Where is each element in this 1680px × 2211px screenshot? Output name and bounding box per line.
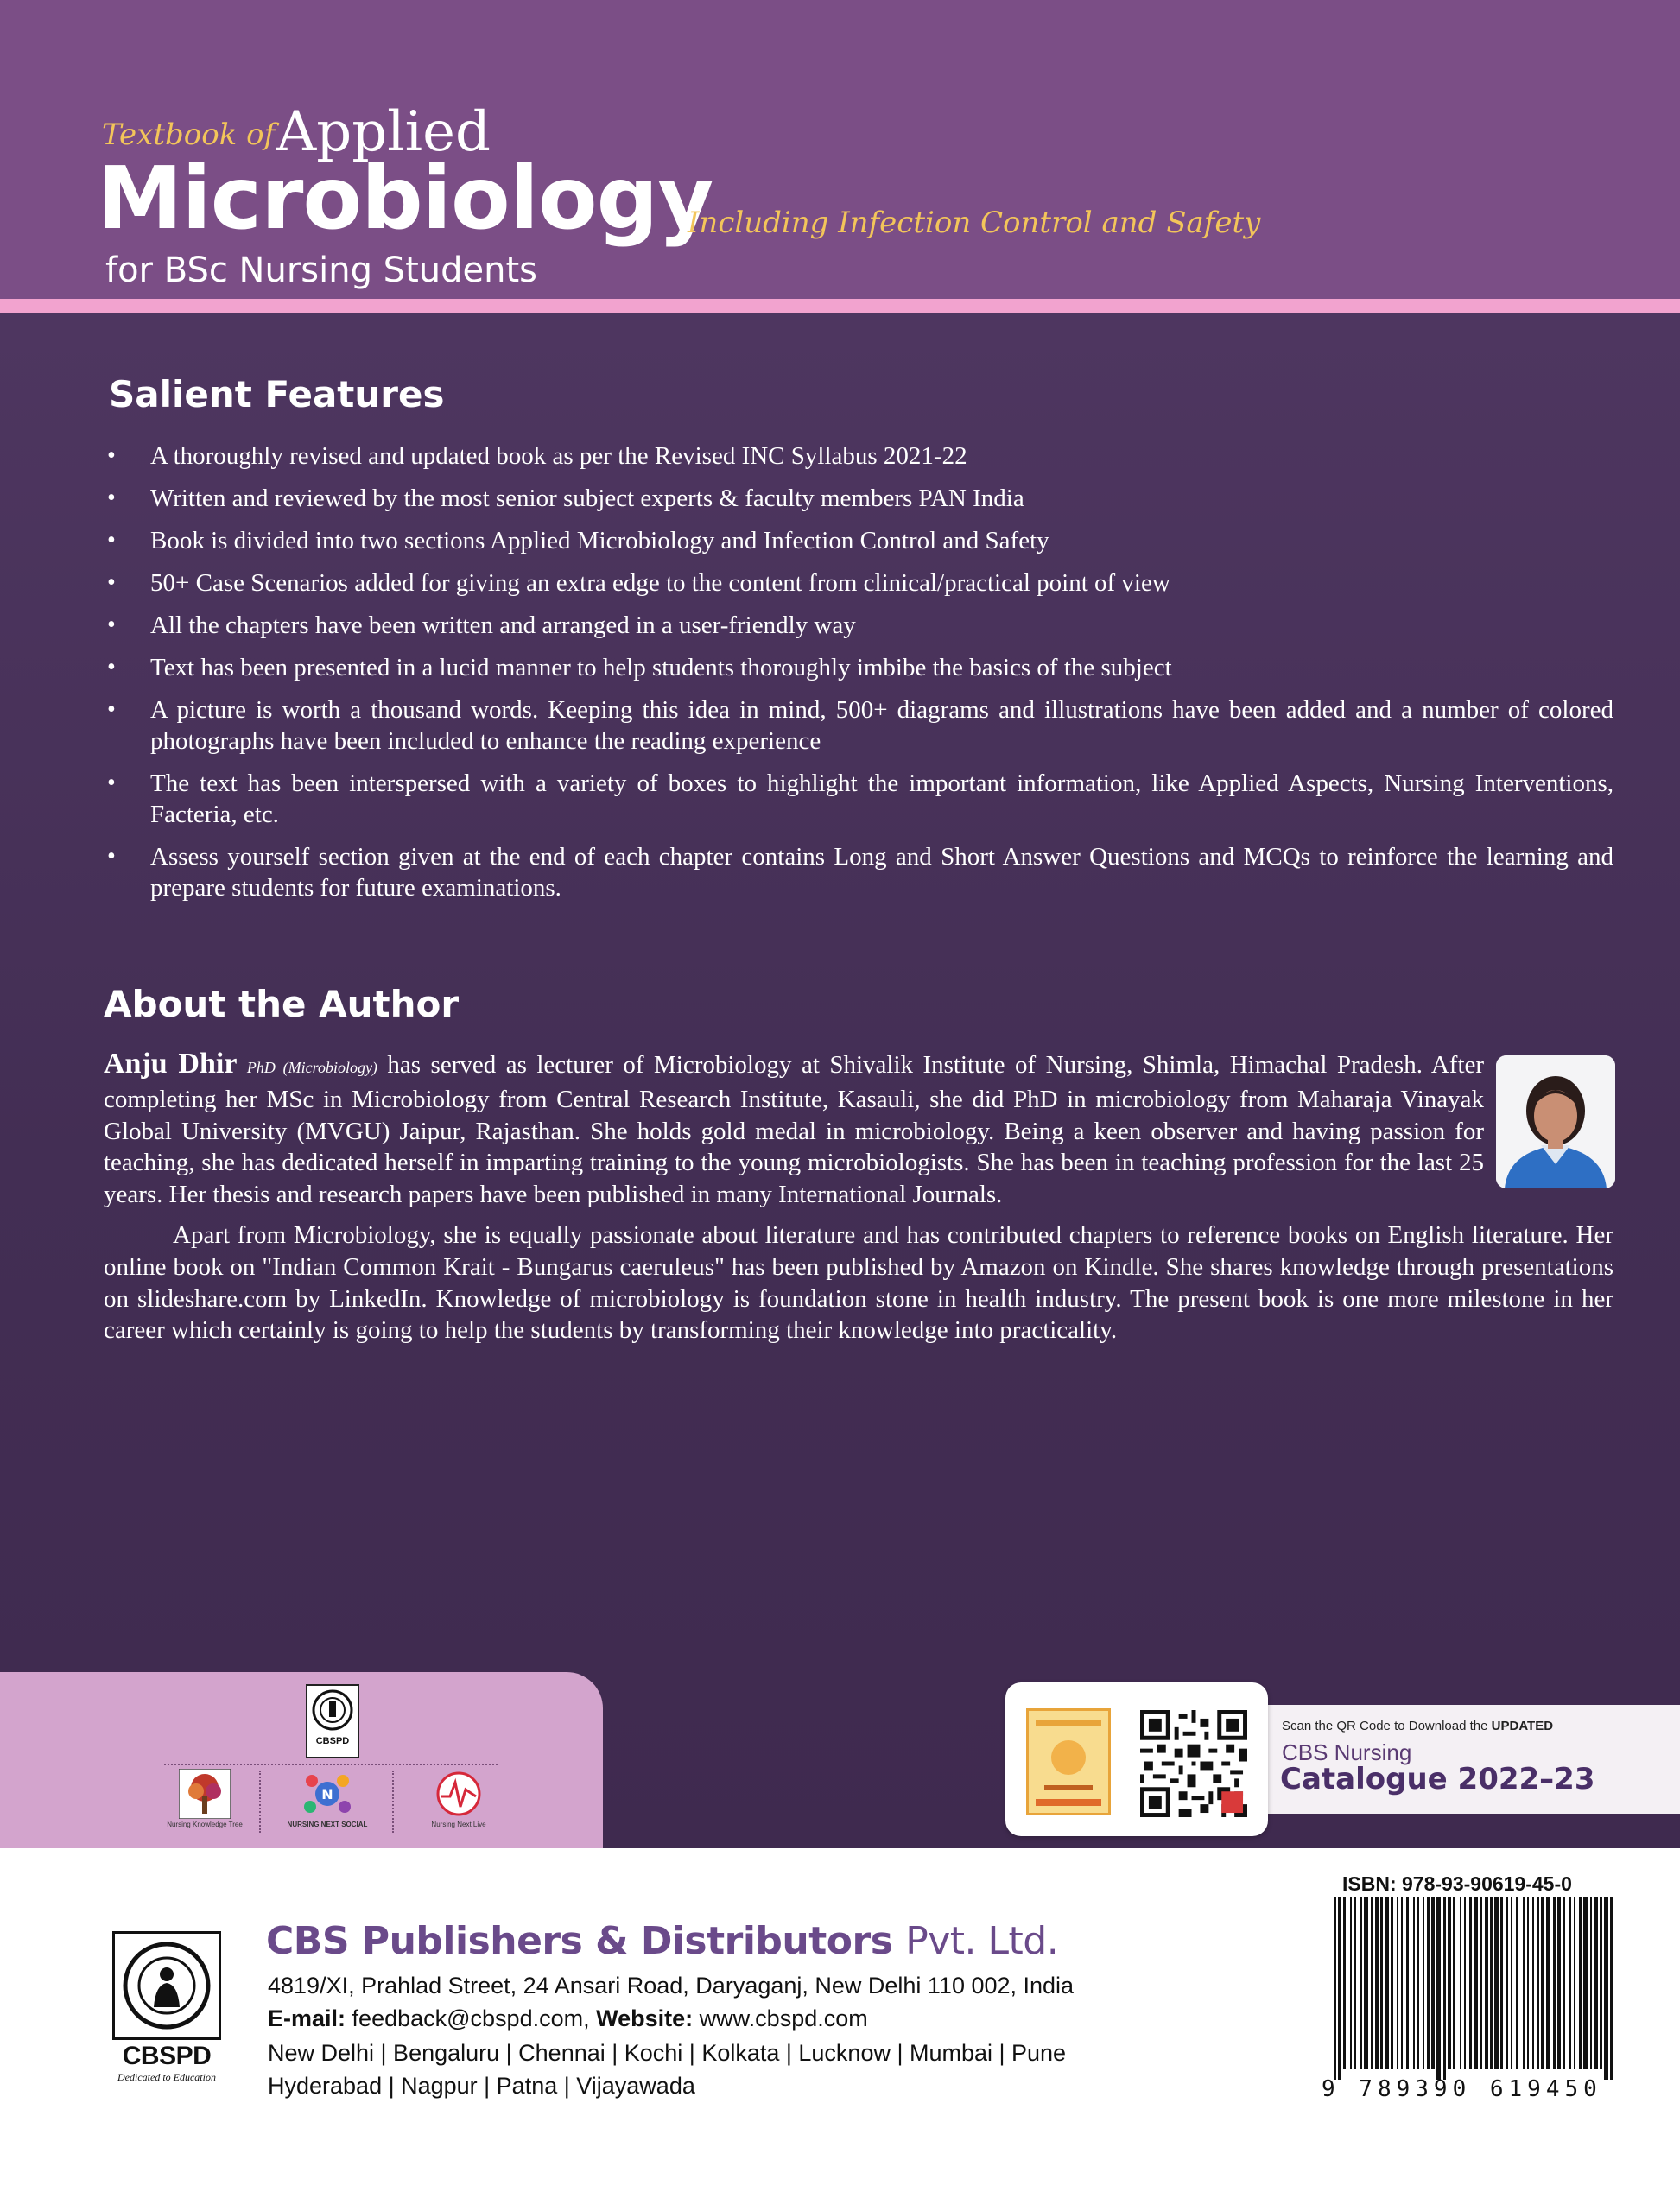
- catalogue-cover-icon: [1029, 1711, 1108, 1813]
- feature-item: • A thoroughly revised and updated book as per the Revised INC Syllabus 2021-22: [105, 440, 1613, 472]
- features-heading: Salient Features: [109, 373, 445, 415]
- publisher-logo: [112, 1931, 221, 2090]
- author-heading: About the Author: [104, 983, 460, 1025]
- nursing-next-social-logo: [288, 1769, 366, 1836]
- feature-item: • Assess yourself section given at the end of each chapter contains Long and Short Answer Questions and MCQs to reinforce the learning and prepare students for future examinations.: [105, 841, 1613, 903]
- title-prefix: Textbook of: [102, 117, 276, 152]
- author-degree: PhD (Microbiology): [246, 1059, 377, 1076]
- nursing-knowledge-tree-caption: Nursing Knowledge Tree: [167, 1821, 243, 1828]
- barcode-digits: 9 789390 619450: [1322, 2076, 1602, 2102]
- publisher-name-suffix: Pvt. Ltd.: [905, 1919, 1059, 1963]
- author-photo: [1496, 1055, 1615, 1188]
- cbspd-emblem-icon: [310, 1686, 355, 1734]
- nursing-next-social-caption: NURSING NEXT SOCIAL: [287, 1821, 368, 1828]
- title-audience: for BSc Nursing Students: [105, 250, 537, 290]
- header-divider: [0, 299, 1680, 313]
- feature-item: • All the chapters have been written and arranged in a user-friendly way: [105, 610, 1613, 641]
- publisher-contact: [268, 2005, 868, 2032]
- feature-item: • Text has been presented in a lucid manner to help students thoroughly imbibe the basics of the subject: [105, 652, 1613, 683]
- feature-item: • Book is divided into two sections Applied Microbiology and Infection Control and Safety: [105, 525, 1613, 556]
- author-bio-paragraph-2: Apart from Microbiology, she is equally passionate about literature and has contributed chapters to reference books on English literature. Her online book on "Indian Common Krait - Bungarus caeruleus" has been published by Amazon on Kindle. She shares knowledge through presentations on slideshare.com by LinkedIn. Knowledge of microbiology is foundation stone in health industry. The present book is one more milestone in her career which certainly is going to help the students by transforming their knowledge into practicality.: [104, 1220, 1613, 1345]
- publisher-logo-tagline: Dedicated to Education: [117, 2071, 216, 2083]
- logo-divider: [164, 1764, 498, 1765]
- author-bio-paragraph-1: [104, 1048, 1484, 1211]
- author-bio: [104, 1048, 1613, 1355]
- cbspd-mini-logo: [306, 1684, 359, 1758]
- logo-separator: [259, 1771, 261, 1833]
- feature-item: • A picture is worth a thousand words. Keeping this idea in mind, 500+ diagrams and illustrations have been added and a number of colored photographs have been included to enhance the reading experience: [105, 694, 1613, 757]
- publisher-email-link[interactable]: feedback@cbspd.com,: [352, 2005, 590, 2031]
- feature-item: • Written and reviewed by the most senior subject experts & faculty members PAN India: [105, 483, 1613, 514]
- email-label: E-mail:: [268, 2005, 346, 2031]
- catalogue-year: Catalogue 2022–23: [1280, 1762, 1595, 1796]
- author-name: Anju Dhir: [104, 1048, 238, 1080]
- publisher-emblem: [112, 1931, 221, 2040]
- cbspd-emblem-icon: [119, 1938, 214, 2033]
- isbn-barcode: [1322, 1897, 1620, 2080]
- publisher-logo-text: CBSPD: [122, 2042, 212, 2070]
- svg-text:N: N: [321, 1786, 333, 1802]
- title-applied: Applied: [276, 100, 491, 164]
- catalogue-cover-thumbnail: [1026, 1708, 1111, 1815]
- tree-icon: [179, 1769, 231, 1819]
- publisher-website-link[interactable]: www.cbspd.com: [699, 2005, 868, 2031]
- feature-item: • The text has been interspersed with a variety of boxes to highlight the important information, like Applied Aspects, Nursing Interventions, Facteria, etc.: [105, 768, 1613, 830]
- book-title: Microbiology: [97, 148, 713, 249]
- nursing-next-live-caption: Nursing Next Live: [431, 1821, 486, 1828]
- feature-item: • 50+ Case Scenarios added for giving an extra edge to the content from clinical/practical point of view: [105, 567, 1613, 599]
- publisher-cities-line-2: Hyderabad | Nagpur | Patna | Vijayawada: [268, 2073, 695, 2099]
- website-label: Website:: [596, 2005, 694, 2031]
- publisher-cities-line-1: New Delhi | Bengaluru | Chennai | Kochi | Kolkata | Lucknow | Mumbai | Pune: [268, 2040, 1067, 2066]
- catalogue-scan-instruction: Scan the QR Code to Download the UPDATED: [1282, 1719, 1554, 1733]
- nursing-next-live-logo: [420, 1769, 498, 1836]
- publisher-name: CBS Publishers & Distributors Pvt. Ltd.: [266, 1919, 1059, 1963]
- catalogue-name: CBS Nursing: [1282, 1739, 1412, 1765]
- feature-list: [105, 440, 1613, 915]
- pulse-icon: [433, 1769, 485, 1819]
- social-network-icon: [300, 1769, 355, 1819]
- publisher-address: 4819/XI, Prahlad Street, 24 Ansari Road, Daryaganj, New Delhi 110 002, India: [268, 1973, 1075, 1999]
- logo-separator: [392, 1771, 394, 1833]
- author-bio-text-1: has served as lecturer of Microbiology at Shivalik Institute of Nursing, Shimla, Himachal Pradesh. After completing her MSc in Microbiology from Central Research Institute, Kasauli, she did PhD in microbiology from Maharaja Vinayak Global University (MVGU) Jaipur, Rajasthan. She holds gold medal in microbiology. Being a keen observer and having passion for teaching, she has dedicated herself in imparting training to the young microbiologists. She has been in teaching profession for the last 25 years. Her thesis and research papers have been published in many International Journals.: [104, 1051, 1485, 1209]
- nursing-knowledge-tree-logo: [166, 1769, 244, 1836]
- book-subtitle: Including Infection Control and Safety: [688, 206, 1261, 240]
- cbspd-mini-label: CBSPD: [315, 1736, 350, 1746]
- catalogue-qr-code[interactable]: [1140, 1710, 1247, 1817]
- isbn-label: ISBN: 978-93-90619-45-0: [1342, 1872, 1572, 1895]
